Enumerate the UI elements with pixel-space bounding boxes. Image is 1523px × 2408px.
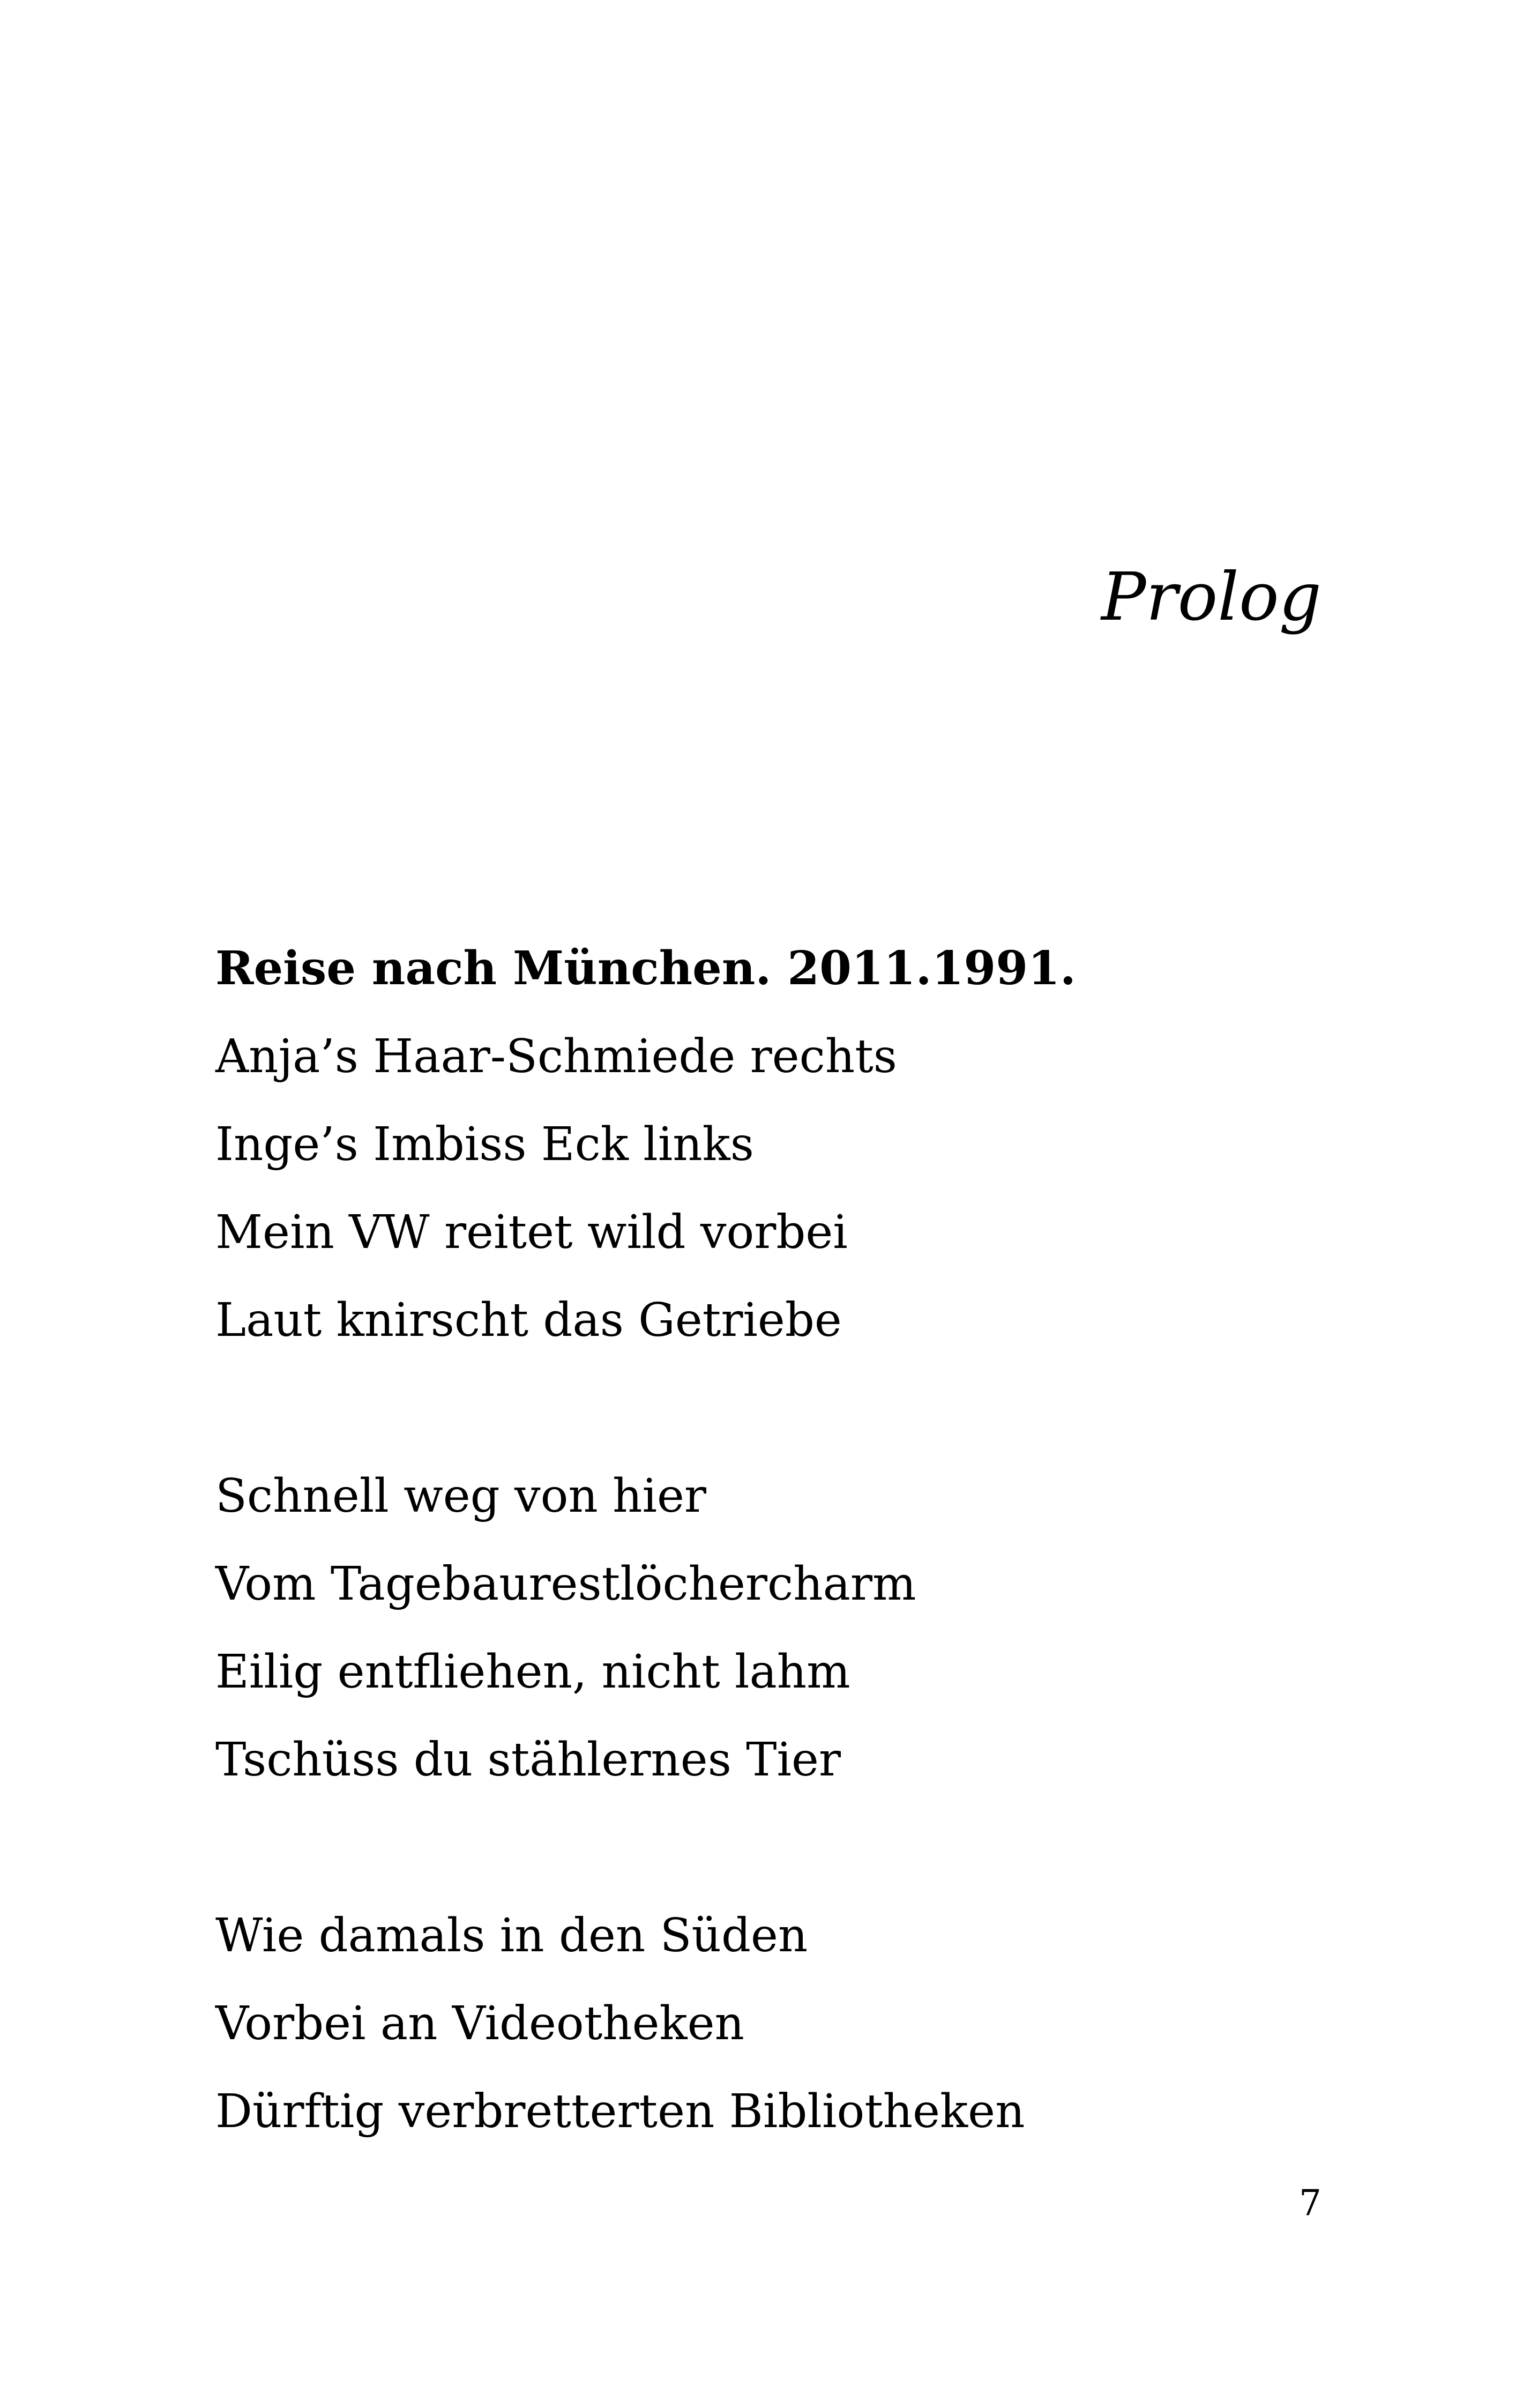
poem [215,925,1314,2156]
verse-line: Vom Tagebaurestlöchercharm [215,1557,916,1611]
verse-line: Schnell weg von hier [215,1469,706,1523]
stanza-2 [215,1452,1314,1804]
verse-line: Anja’s Haar-Schmiede rechts [215,1030,897,1083]
poem-title: Reise nach München. 2011.1991. [215,941,1076,995]
stanza-1 [215,1013,1314,1364]
verse-line: Inge’s Imbiss Eck links [215,1118,754,1171]
verse-line: Wie damals in den Süden [215,1909,808,1963]
chapter-title: Prolog [1101,559,1322,636]
stanza-3 [215,1892,1314,2156]
page-number: 7 [1299,2182,1322,2224]
verse-line: Tschüss du stählernes Tier [215,1733,841,1787]
verse-line: Mein VW reitet wild vorbei [215,1206,848,1259]
verse-line: Vorbei an Videotheken [215,1997,744,2050]
verse-line: Dürftig verbretterten Bibliotheken [215,2085,1025,2138]
verse-line: Eilig entfliehen, nicht lahm [215,1645,850,1699]
verse-line: Laut knirscht das Getriebe [215,1294,842,1347]
